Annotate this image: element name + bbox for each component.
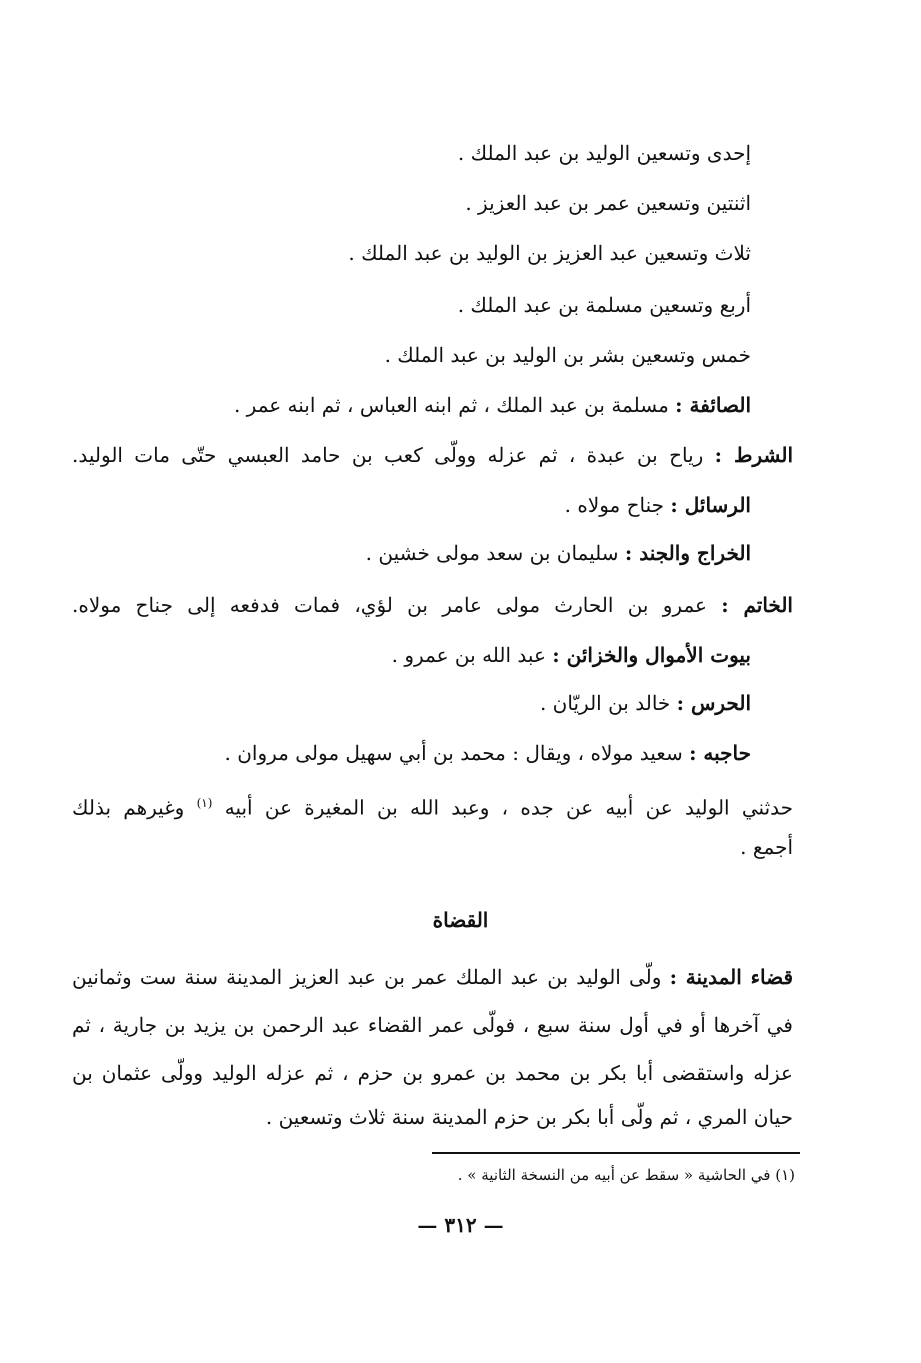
year-line-91: إحدى وتسعين الوليد بن عبد الملك . (457, 141, 751, 165)
office-khatam (72, 590, 793, 620)
qudat-line-1 (72, 962, 793, 992)
year-line-94: أربع وتسعين مسلمة بن عبد الملك . (457, 293, 751, 317)
office-buyut (392, 640, 751, 670)
office-label: حاجبه : (689, 741, 751, 765)
footnote: (١) في الحاشية « سقط عن أبيه من النسخة الثانية » . (457, 1166, 795, 1184)
office-rasail (565, 490, 751, 520)
office-holder: سعيد مولاه ، ويقال : محمد بن أبي سهيل مولى مروان . (224, 741, 683, 765)
isnad-line-1 (72, 788, 793, 818)
office-label: الخراج والجند : (624, 541, 751, 565)
office-holder: سليمان بن سعد مولى خشين . (365, 541, 619, 565)
isnad-line-2: أجمع . (740, 835, 793, 859)
office-holder: رياح بن عبدة ، ثم عزله وولّى كعب بن حامد العبسي حتّى مات الوليد. (72, 443, 704, 467)
office-label: الشرط : (714, 443, 794, 467)
office-hajib (225, 738, 752, 768)
office-holder: مسلمة بن عبد الملك ، ثم ابنه العباس ، ثم ابنه عمر . (233, 393, 669, 417)
office-saifa (234, 390, 751, 420)
office-holder: عبد الله بن عمرو . (391, 643, 546, 667)
office-holder: خالد بن الريّان . (539, 691, 671, 715)
footnote-divider (432, 1152, 800, 1154)
year-line-92: اثنتين وتسعين عمر بن عبد العزيز . (465, 191, 751, 215)
qudat-line-4: حيان المري ، ثم ولّى أبا بكر بن حزم المدينة سنة ثلاث وتسعين . (265, 1105, 793, 1129)
qudat-label: قضاء المدينة : (669, 965, 794, 989)
office-label: بيوت الأموال والخزائن : (552, 643, 751, 667)
office-label: الحرس : (676, 691, 751, 715)
page-number: — ٣١٢ — (417, 1213, 504, 1237)
section-heading-qudat: القضاة (432, 908, 489, 932)
isnad-text: حدثني الوليد عن أبيه عن جده ، وعبد الله بن المغيرة عن أبيه (224, 795, 794, 820)
office-kharaj (366, 538, 751, 568)
office-shurta (72, 440, 793, 470)
year-line-93: ثلاث وتسعين عبد العزيز بن الوليد بن عبد الملك . (348, 241, 751, 265)
footnote-marker[interactable]: (١) (196, 796, 213, 810)
office-label: الرسائل : (670, 493, 751, 517)
office-label: الخاتم : (721, 593, 793, 617)
office-label: الصائفة : (675, 393, 751, 417)
office-holder: جناح مولاه . (564, 493, 665, 517)
office-haras (540, 688, 751, 718)
year-line-95: خمس وتسعين بشر بن الوليد بن عبد الملك . (384, 343, 751, 367)
qudat-line-3: عزله واستقضى أبا بكر بن محمد بن عمرو بن حزم ، ثم عزله الوليد وولّى عثمان بن (72, 1061, 793, 1085)
qudat-line-2: في آخرها أو في أول سنة سبع ، فولّى عمر القضاء عبد الرحمن بن يزيد بن جارية ، ثم (72, 1013, 793, 1037)
qudat-text: ولّى الوليد بن عبد الملك عمر بن عبد العزيز المدينة سنة ست وثمانين (72, 965, 662, 989)
office-holder: عمرو بن الحارث مولى عامر بن لؤي، فمات فدفعه إلى جناح مولاه. (72, 593, 707, 617)
isnad-text-end: وغيرهم بذلك (72, 795, 185, 820)
